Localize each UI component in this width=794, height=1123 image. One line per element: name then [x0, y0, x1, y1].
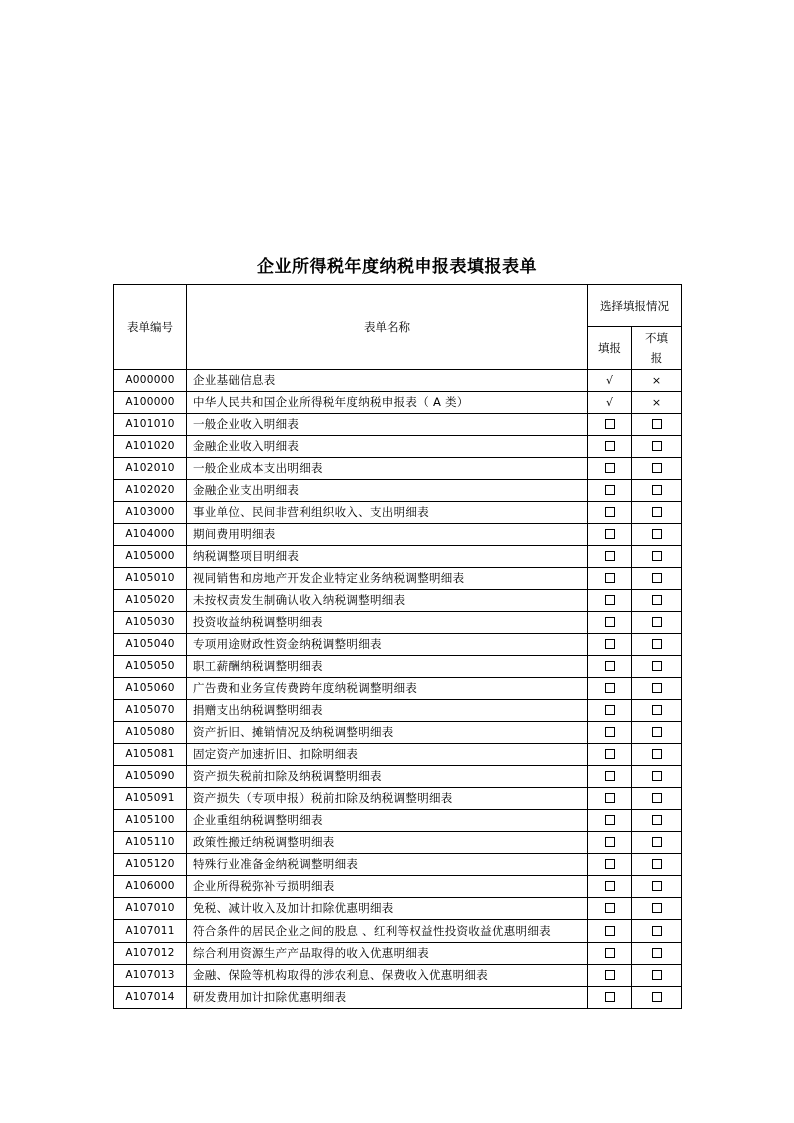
no_fill-checkbox[interactable] — [632, 656, 682, 678]
checkbox-icon[interactable] — [652, 992, 662, 1002]
checkbox-icon[interactable] — [605, 463, 615, 473]
fill-checkbox[interactable] — [588, 590, 632, 612]
fill-checkbox[interactable] — [588, 810, 632, 832]
form-list-table — [113, 284, 682, 1009]
form-name: 金融企业支出明细表 — [187, 480, 588, 502]
header-fill: 填报 — [588, 327, 632, 370]
no_fill-checkbox[interactable] — [632, 766, 682, 788]
table-row — [114, 546, 682, 568]
form-name: 免税、减计收入及加计扣除优惠明细表 — [187, 898, 588, 920]
no_fill-checkbox[interactable] — [632, 436, 682, 458]
checkbox-icon[interactable] — [605, 617, 615, 627]
no_fill-checkbox[interactable] — [632, 722, 682, 744]
form-code: A107010 — [114, 898, 187, 920]
form-name: 特殊行业准备金纳税调整明细表 — [187, 854, 588, 876]
no_fill-checkbox[interactable] — [632, 744, 682, 766]
no_fill-checkbox[interactable] — [632, 590, 682, 612]
no_fill-checkbox[interactable] — [632, 568, 682, 590]
table-row — [114, 744, 682, 766]
fill-checkbox[interactable] — [588, 634, 632, 656]
fill-check-mark: √ — [588, 392, 632, 414]
form-name: 纳税调整项目明细表 — [187, 546, 588, 568]
form-name: 符合条件的居民企业之间的股息 、红利等权益性投资收益优惠明细表 — [187, 920, 588, 943]
form-code: A105070 — [114, 700, 187, 722]
no_fill-checkbox[interactable] — [632, 414, 682, 436]
form-name: 一般企业收入明细表 — [187, 414, 588, 436]
form-code: A105030 — [114, 612, 187, 634]
form-code: A101020 — [114, 436, 187, 458]
checkbox-icon[interactable] — [605, 639, 615, 649]
checkbox-icon[interactable] — [652, 771, 662, 781]
table-row — [114, 832, 682, 854]
fill-checkbox[interactable] — [588, 568, 632, 590]
checkbox-icon[interactable] — [652, 948, 662, 958]
fill-checkbox[interactable] — [588, 436, 632, 458]
form-code: A106000 — [114, 876, 187, 898]
form-name: 专项用途财政性资金纳税调整明细表 — [187, 634, 588, 656]
form-code: A107012 — [114, 943, 187, 965]
table-row — [114, 612, 682, 634]
no_fill-cross-mark: × — [632, 392, 682, 414]
form-name: 研发费用加计扣除优惠明细表 — [187, 987, 588, 1009]
form-code: A105000 — [114, 546, 187, 568]
form-name: 事业单位、民间非营利组织收入、支出明细表 — [187, 502, 588, 524]
form-code: A000000 — [114, 370, 187, 392]
checkbox-icon[interactable] — [652, 727, 662, 737]
checkbox-icon[interactable] — [652, 859, 662, 869]
fill-checkbox[interactable] — [588, 965, 632, 987]
checkbox-icon[interactable] — [652, 683, 662, 693]
table-row — [114, 524, 682, 546]
checkbox-icon[interactable] — [605, 507, 615, 517]
fill-checkbox[interactable] — [588, 876, 632, 898]
table-row — [114, 392, 682, 414]
form-name: 企业基础信息表 — [187, 370, 588, 392]
fill-checkbox[interactable] — [588, 788, 632, 810]
fill-checkbox[interactable] — [588, 524, 632, 546]
checkbox-icon[interactable] — [605, 441, 615, 451]
fill-checkbox[interactable] — [588, 722, 632, 744]
header-no-fill: 不填报 — [632, 327, 682, 370]
table-row — [114, 678, 682, 700]
table-row — [114, 898, 682, 920]
table-row — [114, 458, 682, 480]
form-code: A100000 — [114, 392, 187, 414]
checkbox-icon[interactable] — [605, 551, 615, 561]
no_fill-checkbox[interactable] — [632, 700, 682, 722]
no_fill-checkbox[interactable] — [632, 546, 682, 568]
no_fill-checkbox[interactable] — [632, 920, 682, 943]
fill-checkbox[interactable] — [588, 546, 632, 568]
form-name: 中华人民共和国企业所得税年度纳税申报表（ A 类） — [187, 392, 588, 414]
table-row — [114, 480, 682, 502]
form-title: 企业所得税年度纳税申报表填报表单 — [257, 257, 537, 277]
table-row — [114, 965, 682, 987]
no_fill-checkbox[interactable] — [632, 480, 682, 502]
fill-checkbox[interactable] — [588, 414, 632, 436]
fill-checkbox[interactable] — [588, 502, 632, 524]
table-row — [114, 766, 682, 788]
checkbox-icon[interactable] — [652, 903, 662, 913]
form-code: A105081 — [114, 744, 187, 766]
checkbox-icon[interactable] — [652, 639, 662, 649]
checkbox-icon[interactable] — [605, 661, 615, 671]
form-name: 金融企业收入明细表 — [187, 436, 588, 458]
table-row — [114, 722, 682, 744]
checkbox-icon[interactable] — [652, 441, 662, 451]
checkbox-icon[interactable] — [605, 992, 615, 1002]
checkbox-icon[interactable] — [605, 485, 615, 495]
checkbox-icon[interactable] — [605, 419, 615, 429]
form-code: A103000 — [114, 502, 187, 524]
form-code: A105050 — [114, 656, 187, 678]
no_fill-checkbox[interactable] — [632, 965, 682, 987]
no_fill-checkbox[interactable] — [632, 898, 682, 920]
checkbox-icon[interactable] — [652, 926, 662, 936]
form-code: A105091 — [114, 788, 187, 810]
checkbox-icon[interactable] — [605, 859, 615, 869]
checkbox-icon[interactable] — [605, 683, 615, 693]
form-name: 企业所得税弥补亏损明细表 — [187, 876, 588, 898]
header-code: 表单编号 — [114, 285, 187, 370]
no_fill-checkbox[interactable] — [632, 788, 682, 810]
table-row — [114, 634, 682, 656]
form-code: A102010 — [114, 458, 187, 480]
fill-checkbox[interactable] — [588, 612, 632, 634]
checkbox-icon[interactable] — [652, 551, 662, 561]
form-name: 职工薪酬纳税调整明细表 — [187, 656, 588, 678]
fill-checkbox[interactable] — [588, 920, 632, 943]
no_fill-checkbox[interactable] — [632, 876, 682, 898]
no_fill-checkbox[interactable] — [632, 943, 682, 965]
table-row — [114, 436, 682, 458]
fill-checkbox[interactable] — [588, 678, 632, 700]
no_fill-checkbox[interactable] — [632, 678, 682, 700]
table-row — [114, 700, 682, 722]
checkbox-icon[interactable] — [605, 749, 615, 759]
form-code: A105090 — [114, 766, 187, 788]
no_fill-checkbox[interactable] — [632, 987, 682, 1009]
table-row — [114, 502, 682, 524]
form-code: A105120 — [114, 854, 187, 876]
checkbox-icon[interactable] — [652, 573, 662, 583]
fill-checkbox[interactable] — [588, 744, 632, 766]
checkbox-icon[interactable] — [605, 793, 615, 803]
checkbox-icon[interactable] — [652, 749, 662, 759]
form-name: 投资收益纳税调整明细表 — [187, 612, 588, 634]
form-name: 未按权责发生制确认收入纳税调整明细表 — [187, 590, 588, 612]
form-name: 企业重组纳税调整明细表 — [187, 810, 588, 832]
form-name: 资产损失税前扣除及纳税调整明细表 — [187, 766, 588, 788]
form-name: 金融、保险等机构取得的涉农利息、保费收入优惠明细表 — [187, 965, 588, 987]
table-row — [114, 920, 682, 943]
table-row — [114, 568, 682, 590]
no_fill-checkbox[interactable] — [632, 810, 682, 832]
fill-checkbox[interactable] — [588, 943, 632, 965]
fill-checkbox[interactable] — [588, 656, 632, 678]
checkbox-icon[interactable] — [605, 881, 615, 891]
form-name: 捐赠支出纳税调整明细表 — [187, 700, 588, 722]
table-row — [114, 810, 682, 832]
checkbox-icon[interactable] — [605, 727, 615, 737]
fill-checkbox[interactable] — [588, 898, 632, 920]
form-code: A107013 — [114, 965, 187, 987]
fill-checkbox[interactable] — [588, 700, 632, 722]
fill-checkbox[interactable] — [588, 766, 632, 788]
form-code: A105060 — [114, 678, 187, 700]
no_fill-checkbox[interactable] — [632, 854, 682, 876]
no_fill-checkbox[interactable] — [632, 832, 682, 854]
form-name: 广告费和业务宣传费跨年度纳税调整明细表 — [187, 678, 588, 700]
form-code: A107011 — [114, 920, 187, 943]
table-row — [114, 876, 682, 898]
checkbox-icon[interactable] — [652, 617, 662, 627]
checkbox-icon[interactable] — [652, 661, 662, 671]
checkbox-icon[interactable] — [652, 793, 662, 803]
no_fill-checkbox[interactable] — [632, 502, 682, 524]
fill-checkbox[interactable] — [588, 987, 632, 1009]
no_fill-checkbox[interactable] — [632, 612, 682, 634]
checkbox-icon[interactable] — [652, 881, 662, 891]
checkbox-icon[interactable] — [652, 507, 662, 517]
checkbox-icon[interactable] — [605, 705, 615, 715]
checkbox-icon[interactable] — [652, 815, 662, 825]
checkbox-icon[interactable] — [652, 837, 662, 847]
table-row — [114, 370, 682, 392]
fill-checkbox[interactable] — [588, 854, 632, 876]
form-name: 一般企业成本支出明细表 — [187, 458, 588, 480]
checkbox-icon[interactable] — [652, 529, 662, 539]
form-code: A105100 — [114, 810, 187, 832]
form-name: 固定资产加速折旧、扣除明细表 — [187, 744, 588, 766]
fill-checkbox[interactable] — [588, 458, 632, 480]
form-code: A105020 — [114, 590, 187, 612]
table-row — [114, 788, 682, 810]
table-row — [114, 414, 682, 436]
form-name: 政策性搬迁纳税调整明细表 — [187, 832, 588, 854]
form-code: A104000 — [114, 524, 187, 546]
form-code: A105010 — [114, 568, 187, 590]
table-row — [114, 987, 682, 1009]
no_fill-checkbox[interactable] — [632, 458, 682, 480]
checkbox-icon[interactable] — [605, 837, 615, 847]
no_fill-checkbox[interactable] — [632, 524, 682, 546]
checkbox-icon[interactable] — [605, 926, 615, 936]
checkbox-icon[interactable] — [652, 485, 662, 495]
table-row — [114, 943, 682, 965]
form-code: A105110 — [114, 832, 187, 854]
form-code: A101010 — [114, 414, 187, 436]
header-name: 表单名称 — [187, 285, 588, 370]
form-name: 资产损失（专项申报）税前扣除及纳税调整明细表 — [187, 788, 588, 810]
table-row — [114, 590, 682, 612]
table-row — [114, 854, 682, 876]
no_fill-checkbox[interactable] — [632, 634, 682, 656]
form-code: A105040 — [114, 634, 187, 656]
checkbox-icon[interactable] — [605, 948, 615, 958]
table-row — [114, 656, 682, 678]
header-select-group: 选择填报情况 — [588, 285, 682, 327]
form-code: A105080 — [114, 722, 187, 744]
checkbox-icon[interactable] — [652, 419, 662, 429]
checkbox-icon[interactable] — [605, 573, 615, 583]
form-code: A102020 — [114, 480, 187, 502]
form-name: 期间费用明细表 — [187, 524, 588, 546]
fill-checkbox[interactable] — [588, 832, 632, 854]
checkbox-icon[interactable] — [652, 970, 662, 980]
no_fill-cross-mark: × — [632, 370, 682, 392]
header-row-1 — [114, 285, 682, 327]
checkbox-icon[interactable] — [605, 771, 615, 781]
form-code: A107014 — [114, 987, 187, 1009]
fill-checkbox[interactable] — [588, 480, 632, 502]
checkbox-icon[interactable] — [652, 595, 662, 605]
form-name: 视同销售和房地产开发企业特定业务纳税调整明细表 — [187, 568, 588, 590]
form-name: 综合利用资源生产产品取得的收入优惠明细表 — [187, 943, 588, 965]
fill-check-mark: √ — [588, 370, 632, 392]
form-name: 资产折旧、摊销情况及纳税调整明细表 — [187, 722, 588, 744]
checkbox-icon[interactable] — [605, 970, 615, 980]
checkbox-icon[interactable] — [605, 815, 615, 825]
checkbox-icon[interactable] — [652, 705, 662, 715]
checkbox-icon[interactable] — [605, 903, 615, 913]
checkbox-icon[interactable] — [605, 595, 615, 605]
checkbox-icon[interactable] — [605, 529, 615, 539]
checkbox-icon[interactable] — [652, 463, 662, 473]
